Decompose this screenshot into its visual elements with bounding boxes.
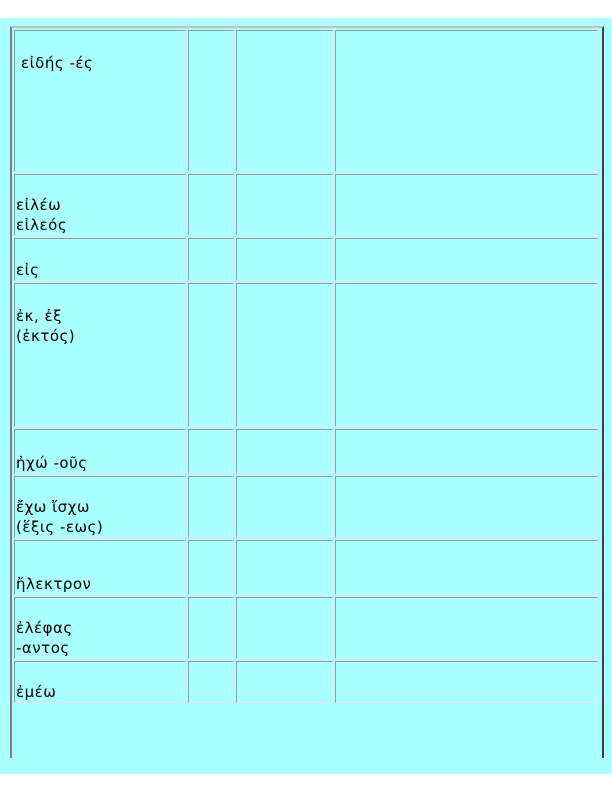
empty-cell <box>236 661 333 703</box>
empty-cell <box>335 238 598 281</box>
empty-cell <box>188 238 234 281</box>
table-row <box>14 540 598 595</box>
greek-word-cell: ἠχώ -οῦς <box>14 429 186 474</box>
empty-cell <box>236 238 333 281</box>
greek-word-cell: εἰλέω εἰλεός <box>14 174 186 236</box>
greek-word-cell: ἔχω ἴσχω (ἕξις -εως) <box>14 476 186 538</box>
empty-cell <box>335 540 598 595</box>
table-row <box>14 238 598 281</box>
empty-cell <box>236 429 333 474</box>
empty-cell <box>188 429 234 474</box>
empty-cell <box>236 476 333 538</box>
empty-cell <box>188 597 234 659</box>
table-row <box>14 661 598 703</box>
empty-cell <box>335 661 598 703</box>
page-area <box>0 18 612 774</box>
table-row <box>14 476 598 538</box>
empty-cell <box>188 283 234 427</box>
empty-cell <box>335 30 598 172</box>
empty-cell <box>236 174 333 236</box>
empty-cell <box>335 597 598 659</box>
greek-word-cell: εἰδής -ές <box>14 30 186 172</box>
empty-cell <box>236 30 333 172</box>
greek-word-cell: ἐκ, ἐξ (ἐκτός) <box>14 283 186 427</box>
empty-cell <box>188 476 234 538</box>
empty-cell <box>335 476 598 538</box>
table-row <box>14 429 598 474</box>
greek-word-cell: ἐλέφας -αντος <box>14 597 186 659</box>
empty-cell <box>335 429 598 474</box>
greek-word-cell: ἐμέω <box>14 661 186 703</box>
table-row <box>14 597 598 659</box>
empty-cell <box>236 597 333 659</box>
empty-cell <box>236 540 333 595</box>
greek-word-cell: εἰς <box>14 238 186 281</box>
empty-cell <box>335 283 598 427</box>
empty-cell <box>188 661 234 703</box>
vocabulary-table <box>12 28 600 705</box>
table-row <box>14 283 598 427</box>
empty-cell <box>188 174 234 236</box>
table-row <box>14 30 598 172</box>
greek-word-cell: ἤλεκτρον <box>14 540 186 595</box>
empty-cell <box>188 540 234 595</box>
table-row <box>14 174 598 236</box>
empty-cell <box>236 283 333 427</box>
empty-cell <box>335 174 598 236</box>
empty-cell <box>188 30 234 172</box>
